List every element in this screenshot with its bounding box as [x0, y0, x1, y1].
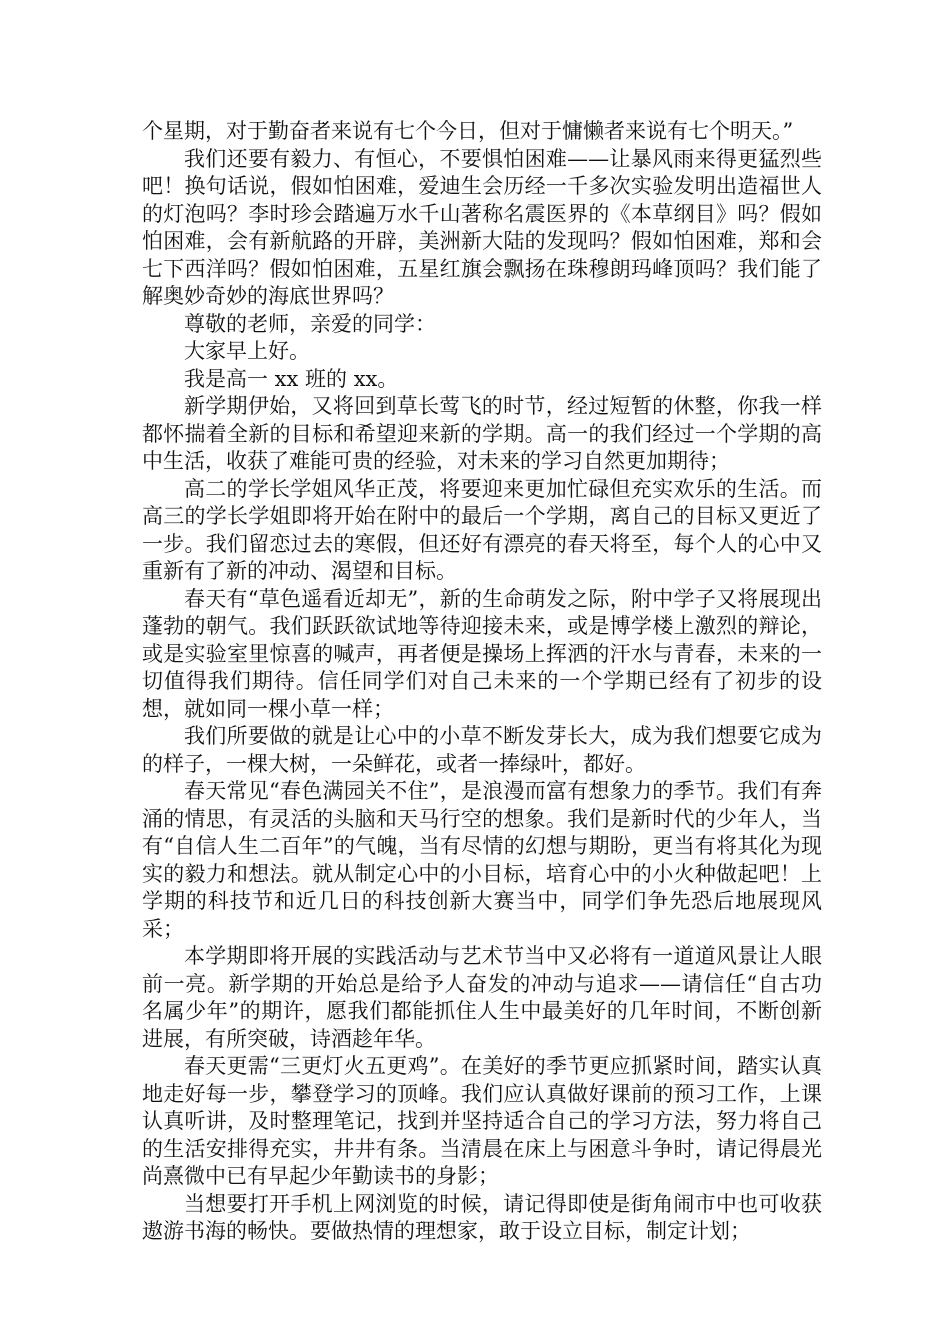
paragraph-13: 当想要打开手机上网浏览的时候，请记得即使是街角闹市中也可收获遨游书海的畅快。要做热情的理想家，敢于设立目标，制定计划；	[142, 1191, 822, 1243]
paragraph-10: 春天常见“春色满园关不住”，是浪漫而富有想象力的季节。我们有奔涌的情思，有灵活的头脑和天马行空的想象。我们是新时代的少年人，当有“自信人生二百年”的气魄，当有尽情的幻想与期盼，更当有将其化为现实的毅力和想法。就从制定心中的小目标，培育心中的小火种做起吧！上学期的科技节和近几日的科技创新大赛当中，同学们争先恐后地展现风采；	[142, 779, 822, 941]
paragraph-9: 我们所要做的就是让心中的小草不断发芽长大，成为我们想要它成为的样子，一棵大树，一朵鲜花，或者一捧绿叶，都好。	[142, 724, 822, 776]
document-body	[142, 118, 822, 1246]
paragraph-4: 大家早上好。	[184, 339, 310, 363]
paragraph-3: 尊敬的老师，亲爱的同学：	[184, 311, 436, 336]
paragraph-11: 本学期即将开展的实践活动与艺术节当中又必将有一道道风景让人眼前一亮。新学期的开始总是给予人奋发的冲动与追求——请信任“自古功名属少年”的期许，愿我们都能抓住人生中最美好的几年时间，不断创新进展，有所突破，诗酒趁年华。	[142, 944, 822, 1051]
paragraph-2: 我们还要有毅力、有恒心，不要惧怕困难——让暴风雨来得更猛烈些吧！换句话说，假如怕困难，爱迪生会历经一千多次实验发明出造福世人的灯泡吗？李时珍会踏遍万水千山著称名震医界的《本草纲目》吗？假如怕困难，会有新航路的开辟，美洲新大陆的发现吗？假如怕困难，郑和会七下西洋吗？假如怕困难，五星红旗会飘扬在珠穆朗玛峰顶吗？我们能了解奥妙奇妙的海底世界吗？	[142, 146, 822, 308]
paragraph-5: 我是高一 xx 班的 xx。	[184, 366, 399, 391]
paragraph-1: 个星期，对于勤奋者来说有七个今日，但对于慵懒者来说有七个明天。”	[142, 119, 794, 143]
paragraph-6: 新学期伊始，又将回到草长莺飞的时节，经过短暂的休整，你我一样都怀揣着全新的目标和希望迎来新的学期。高一的我们经过一个学期的高中生活，收获了难能可贵的经验，对未来的学习自然更加期待；	[142, 394, 822, 473]
paragraph-12: 春天更需“三更灯火五更鸡”。在美好的季节更应抓紧时间，踏实认真地走好每一步，攀登学习的顶峰。我们应认真做好课前的预习工作，上课认真听讲，及时整理笔记，找到并坚持适合自己的学习方法，努力将自己的生活安排得充实，井井有条。当清晨在床上与困意斗争时，请记得晨光尚熹微中已有早起少年勤读书的身影；	[142, 1054, 822, 1188]
paragraph-8: 春天有“草色遥看近却无”，新的生命萌发之际，附中学子又将展现出蓬勃的朝气。我们跃跃欲试地等待迎接未来，或是博学楼上激烈的辩论，或是实验室里惊喜的喊声，再者便是操场上挥洒的汗水与青春，未来的一切值得我们期待。信任同学们对自己未来的一个学期已经有了初步的设想，就如同一棵小草一样；	[142, 586, 822, 721]
paragraph-7: 高二的学长学姐风华正茂，将要迎来更加忙碌但充实欢乐的生活。而高三的学长学姐即将开始在附中的最后一个学期，离自己的目标又更近了一步。我们留恋过去的寒假，但还好有漂亮的春天将至，每个人的心中又重新有了新的冲动、渴望和目标。	[142, 476, 822, 583]
